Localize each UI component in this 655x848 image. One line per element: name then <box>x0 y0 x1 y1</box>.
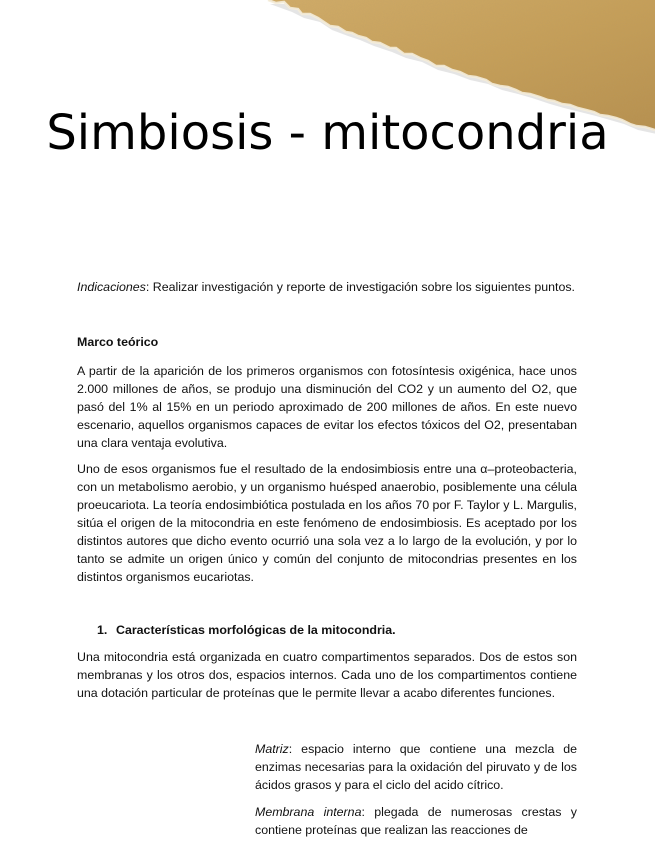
matriz-text: : espacio interno que contiene una mezcla de enzimas necesarias para la oxidación del piruvato y de los ácidos grasos y para el ciclo del acido cítrico. <box>255 742 577 792</box>
document-body <box>77 278 577 848</box>
indicaciones-text: : Realizar investigación y reporte de investigación sobre los siguientes puntos. <box>145 280 575 294</box>
section-1-title: Características morfológicas de la mitocondria. <box>116 623 396 637</box>
marco-teorico-heading: Marco teórico <box>77 335 159 349</box>
membrana-interna-item <box>255 803 577 839</box>
marco-paragraph-2: Uno de esos organismos fue el resultado de la endosimbiosis entre una α–proteobacteria, con un metabolismo aerobio, y un organismo huésped anaerobio, posiblemente una célula proeucariota. La teoría endosimbiótica postulada en los años 70 por F. Taylor y L. Margulis, sitúa el origen de la mitocondria en este fenómeno de endosimbiosis. Es aceptado por los distintos autores que dicho evento ocurrió una sola vez a lo largo de la evolución, y por lo tanto se admite un origen único y común del conjunto de mitocondrias presentes en los distintos organismos eucariotas. <box>77 462 577 584</box>
indicaciones-paragraph <box>77 278 577 296</box>
indicaciones-label: Indicaciones <box>77 280 146 294</box>
section-1-heading <box>77 621 577 639</box>
section-1-number: 1. <box>97 623 108 637</box>
membrana-interna-text: : plegada de numerosas crestas y contiene proteínas que realizan las reacciones de <box>255 805 577 837</box>
page-title: Simbiosis - mitocondria <box>46 105 609 161</box>
membrana-interna-term: Membrana interna <box>255 805 362 819</box>
matriz-term: Matriz <box>255 742 289 756</box>
matriz-item <box>255 740 577 794</box>
section-1-paragraph: Una mitocondria está organizada en cuatro compartimentos separados. Dos de estos son membranas y los otros dos, espacios internos. Cada uno de los compartimentos contiene una dotación particular de proteínas que le permite llevar a acabo diferentes funciones. <box>77 650 577 700</box>
marco-paragraph-1: A partir de la aparición de los primeros organismos con fotosíntesis oxigénica, hace unos 2.000 millones de años, se produjo una disminución del CO2 y un aumento del O2, que pasó del 1% al 15% en un periodo aproximado de 200 millones de años. En este nuevo escenario, aquellos organismos capaces de evitar los efectos tóxicos del O2, presentaban una clara ventaja evolutiva. <box>77 364 577 450</box>
